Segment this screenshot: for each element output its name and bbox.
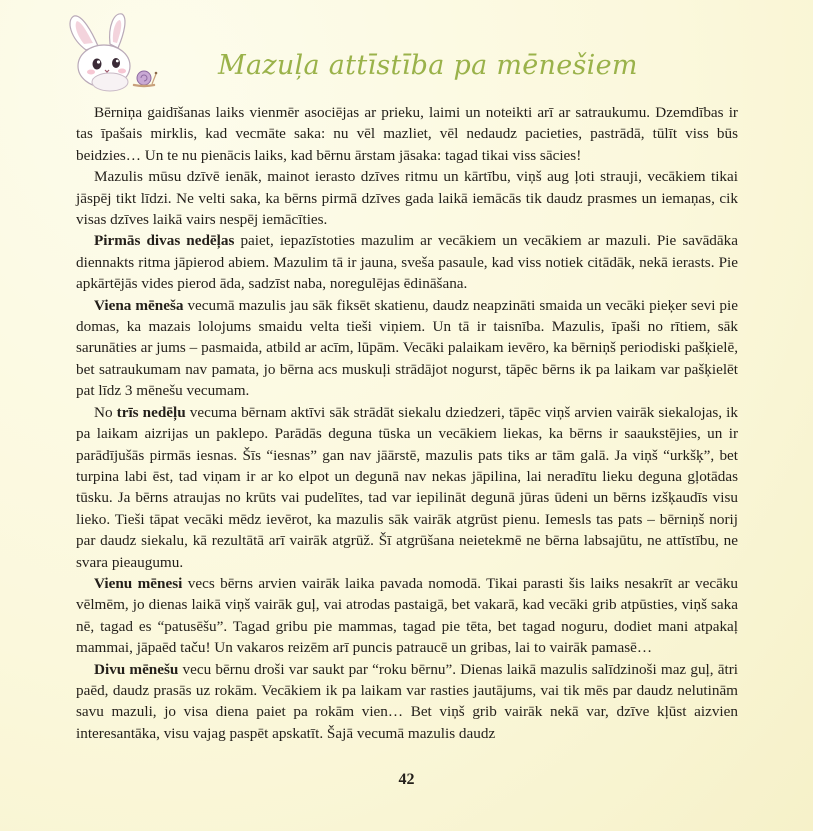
paragraph: Mazulis mūsu dzīvē ienāk, mainot ierasto dzīves ritmu un kārtību, viņš aug ļoti strauji, vecākiem tikai jāspēj tikt līdzi. Ne velti saka, ka bērns pirmā dzīves gada laikā iemācās tik daudz prasmes un iemaņas, cik visas dzīves laikā vairs nespēj iemācīties.	[76, 168, 738, 229]
paragraph: No trīs nedēļu vecuma bērnam aktīvi sāk strādāt siekalu dziedzeri, tāpēc viņš arvien vairāk siekalojas, ik pa laikam aizrijas un paklepo. Parādās deguna tūska un vecākiem liekas, ka bērns ir saaukstējies, un ir parādījušās pirmās iesnas. Šīs “iesnas” gan nav jāārstē, mazulis pats tiks ar tām galā. Ja viņš “urkšķ”, bet turpina labi ēst, tad viņam ir ar ko elpot un degunā nav nekas jāpilina, lai neradītu lieku deguna gļotādas tūsku. Ja bērns atraujas no krūts vai pudelītes, tad var iepilināt degunā jūras ūdeni un bērns izšķaudīs visu lieko. Tieši tāpat vecāki mēdz ievērot, ka mazulis sāk vairāk atgrūst pienu. Iemesls tas pats – bērniņš norij par daudz siekalu, kā rezultātā arī vairāk atgrūž. Šī atgrūšana neietekmē ne bērna labsajūtu, ne attīstību, ne svara pieaugumu.	[76, 403, 738, 571]
page-number: 42	[398, 771, 415, 788]
article-body	[76, 102, 738, 744]
bunny-with-snail-icon	[64, 10, 164, 92]
page-title: Mazuļa attīstība pa mēnešiem	[218, 50, 638, 81]
paragraph: Viena mēneša vecumā mazulis jau sāk fiksēt skatienu, daudz neapzināti smaida un vecāki pieķer sevi pie domas, ka mazais lolojums smaidu velta tieši viņiem. Un tā ir taisnība. Mazulis, īpaši no rītiem, sāk sarunāties ar jums – pasmaida, atbild ar acīm, lūpām. Vecāki palaikam ievēro, ka bērniņš periodiski pašķielē, bet satraukumam nav pamata, jo bērna acs muskuļi strādājot nogurst, tāpēc bērns ik pa laikam var pašķielēt pat līdz 3 mēnešu vecumam.	[76, 296, 738, 400]
paragraph: Divu mēnešu vecu bērnu droši var saukt par “roku bērnu”. Dienas laikā mazulis salīdzinoši maz guļ, ātri paēd, daudz prasās uz rokām. Vecākiem ik pa laikam var rasties jautājums, vai tik mēs par daudz nelutinām savu mazuli, jo visa diena paiet pa rokām vien… Bet viņš grib vairāk nekā var, dzīve kļūst aizvien interesantāka, visu vajag paspēt apskatīt. Šajā vecumā mazulis daudz	[76, 660, 738, 742]
paragraph: Bērniņa gaidīšanas laiks vienmēr asociējas ar prieku, laimi un noteikti arī ar satraukumu. Dzemdības ir tas īpašais mirklis, kad vecmāte saka: nu vēl mazliet, vēl nedaudz pacieties, pastrādā, tūlīt viss būs beidzies… Un te nu pienācis laiks, kad bērnu ārstam jāsaka: tagad tikai viss sācies!	[76, 104, 738, 164]
paragraph: Vienu mēnesi vecs bērns arvien vairāk laika pavada nomodā. Tikai parasti šis laiks nesakrīt ar vecāku vēlmēm, jo dienas laikā viņš vairāk guļ, vai atrodas pastaigā, bet vakarā, kad vecāki grib atpūsties, viņš saka nē, tagad es “patusēšu”. Tagad gribu pie mammas, tagad pie tēta, bet tagad noguru, dodiet mani atpakaļ mammai, jāpaēd taču! Un vakaros reizēm arī puncis patraucē un gribas, lai to vairāk pamasē…	[76, 574, 739, 657]
paragraph: Pirmās divas nedēļas paiet, iepazīstoties mazulim ar vecākiem un vecākiem ar mazuli. Pie savādāka diennakts ritma jāpierod abiem. Mazulim tā ir jauna, sveša pasaule, kad viss notiek citādāk, nekā ierasts. Pie apkārtējās vides pierod āda, sadzīst naba, noregulējas ēdināšana.	[76, 232, 738, 293]
